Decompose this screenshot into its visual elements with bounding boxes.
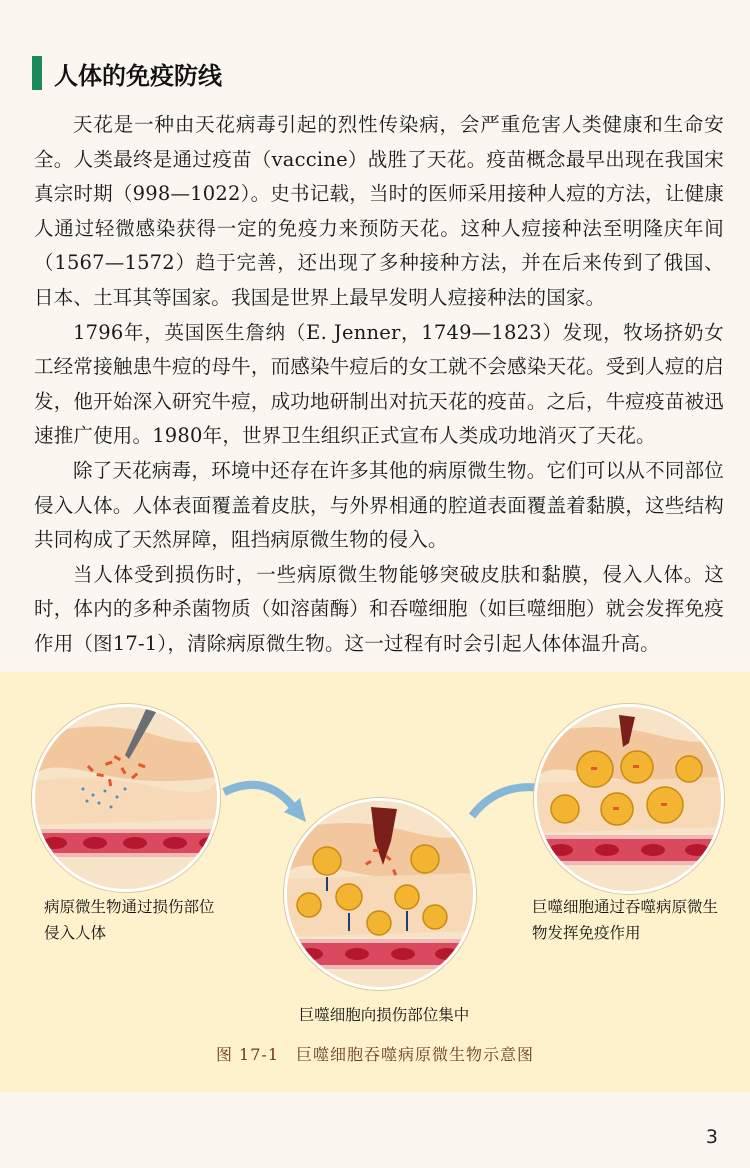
body-text (34, 108, 724, 662)
figure-17-1 (0, 672, 750, 1092)
page-number: 3 (705, 1126, 718, 1148)
caption-step1: 病原微生物通过损伤部位侵入人体 (44, 898, 215, 942)
paragraph-barriers: 除了天花病毒，环境中还存在许多其他的病原微生物。它们可以从不同部位侵入人体。人体表面覆盖着皮肤，与外界相通的腔道表面覆盖着黏膜，这些结构共同构成了天然屏障，阻挡病原微生物的侵入。 (34, 458, 724, 552)
caption-step2: 巨噬细胞向损伤部位集中 (298, 1006, 470, 1024)
heading-accent-bar (32, 56, 42, 90)
illustration-pathogen-entry (32, 704, 220, 892)
arrow-step1-to-step2-icon (220, 772, 310, 832)
caption-step3: 巨噬细胞通过吞噬病原微生物发挥免疫作用 (532, 898, 719, 942)
section-title: 人体的免疫防线 (54, 61, 222, 90)
paragraph-jenner: 1796年，英国医生詹纳（E. Jenner，1749—1823）发现，牧场挤奶女工经常接触患牛痘的母牛，而感染牛痘后的女工就不会感染天花。受到人痘的启发，他开始深入研究牛痘，成功地研制出对抗天花的疫苗。之后，牛痘疫苗被迅速推广使用。1980年，世界卫生组织正式宣布人类成功地消灭了天花。 (34, 320, 724, 448)
paragraph-phagocytes: 当人体受到损伤时，一些病原微生物能够突破皮肤和黏膜，侵入人体。这时，体内的多种杀菌物质（如溶菌酶）和吞噬细胞（如巨噬细胞）就会发挥免疫作用（图17-1），清除病原微生物。这一过程有时会引起人体体温升高。 (34, 562, 724, 655)
figure-title: 图 17-1 巨噬细胞吞噬病原微生物示意图 (215, 1045, 535, 1064)
illustration-phagocytosis (534, 704, 724, 894)
paragraph-smallpox: 天花是一种由天花病毒引起的烈性传染病，会严重危害人类健康和生命安全。人类最终是通过疫苗（vaccine）战胜了天花。疫苗概念最早出现在我国宋真宗时期（998—1022）。史书记载，当时的医师采用接种人痘的方法，让健康人通过轻微感染获得一定的免疫力来预防天花。这种人痘接种法至明隆庆年间（1567—1572）趋于完善，还出现了多种接种方法，并在后来传到了俄国、日本、土耳其等国家。我国是世界上最早发明人痘接种法的国家。 (34, 113, 724, 309)
section-heading (32, 56, 222, 90)
illustration-macrophage-migration (284, 798, 476, 990)
